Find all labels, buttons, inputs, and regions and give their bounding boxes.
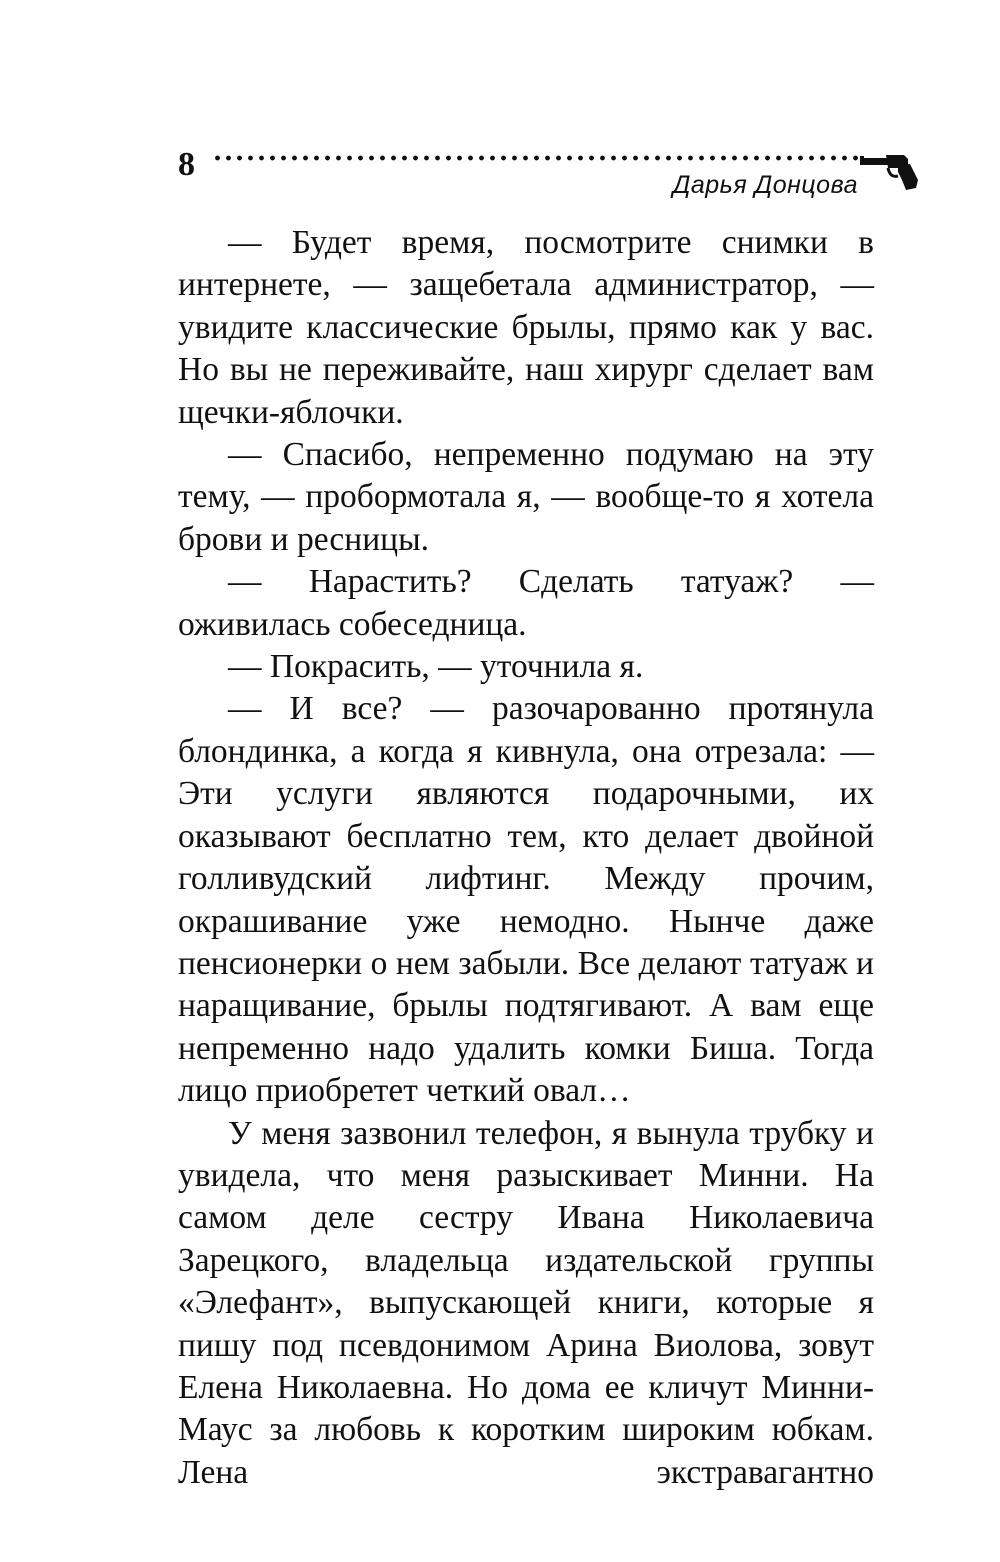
paragraph: — Спасибо, непременно подумаю на эту тему, — пробормотала я, — вообще-то я хотела брови и ресницы. [178,436,874,558]
paragraph: — Будет время, посмотрите снимки в интернете, — защебетала администратор, — увидите классические брылы, прямо как у вас. Но вы не переживайте, наш хирург сделает вам щечки-яблочки. [178,224,874,431]
header-dotted-rule [212,155,862,161]
paragraph: У меня зазвонил телефон, я вынула трубку и увидела, что меня разыскивает Минни. На самом деле сестру Ивана Николаевича Зарецкого, владельца издательской группы «Элефант», выпускающей книги, которые я пишу под псевдонимом Арина Виолова, зовут Елена Николаевна. Но дома ее кличут Минни-Маус за любовь к коротким широким юбкам. Лена экстравагантно [178,1114,874,1491]
page-number: 8 [178,146,195,183]
running-head-author: Дарья Донцова [672,171,858,199]
paragraph: — Покрасить, — уточнила я. [228,648,644,686]
body-text [178,222,874,1494]
paragraph: — И все? — разочарованно протянула блондинка, а когда я кивнула, она отрезала: — Эти услуги являются подарочными, их оказывают бесплатно тем, кто делает двойной голливудский лифтинг. Между прочим, окрашивание уже немодно. Нынче даже пенсионерки о нем забыли. Все делают татуаж и наращивание, брылы подтягивают. А вам еще непременно надо удалить комки Биша. Тогда лицо приобретет четкий овал… [178,690,874,1110]
paragraph: — Нарастить? Сделать татуаж? — оживилась собеседница. [178,563,874,643]
revolver-icon [858,150,920,192]
